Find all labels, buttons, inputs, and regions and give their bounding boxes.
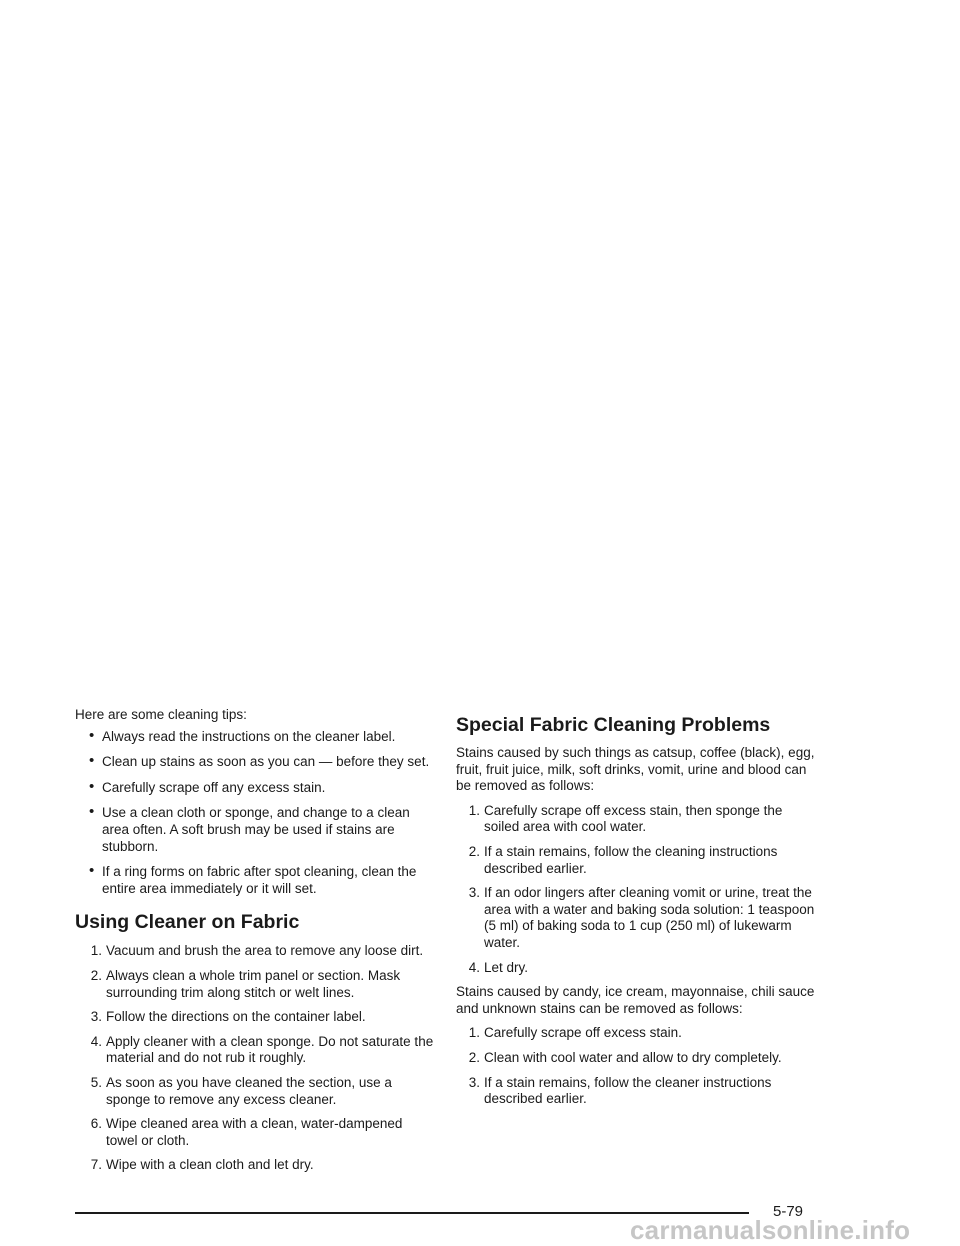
step-text: Carefully scrape off excess stain, then sponge the soiled area with cool water. (484, 802, 783, 835)
tips-list (75, 729, 435, 898)
step-item (456, 885, 818, 951)
step-item (75, 1075, 435, 1108)
step-number: 1. (468, 1025, 480, 1041)
step-item (456, 803, 818, 836)
tip-item: • Use a clean cloth or sponge, and change to a clean area often. A soft brush may be used if stains are stubborn. (75, 805, 435, 855)
step-text: Follow the directions on the container label. (106, 1009, 366, 1025)
step-number: 6. (90, 1116, 102, 1132)
tip-item: • If a ring forms on fabric after spot cleaning, clean the entire area immediately or it will set. (75, 864, 435, 897)
step-number: 3. (468, 885, 480, 901)
section-heading-using-cleaner: Using Cleaner on Fabric (75, 911, 300, 934)
step-text: If an odor lingers after cleaning vomit or urine, treat the area with a water and baking soda solution: 1 teaspoon (5 ml) of baking soda to 1 cup (250 ml) of lukewarm water. (484, 885, 815, 950)
step-number: 2. (468, 1049, 480, 1065)
step-number: 7. (90, 1157, 102, 1173)
step-text: Carefully scrape off excess stain. (484, 1025, 682, 1041)
tip-item: • Carefully scrape off any excess stain. (75, 780, 435, 797)
step-item (456, 844, 818, 877)
step-item (456, 1075, 818, 1108)
step-item (75, 1009, 435, 1026)
section-heading-special-problems: Special Fabric Cleaning Problems (456, 714, 771, 736)
step-number: 1. (90, 943, 102, 959)
stain-paragraph-1: Stains caused by such things as catsup, coffee (black), egg, fruit, fruit juice, milk, soft drinks, vomit, urine and blood can be removed as follows: (456, 745, 815, 794)
step-number: 5. (90, 1074, 102, 1090)
step-text: Wipe cleaned area with a clean, water-dampened towel or cloth. (106, 1116, 403, 1148)
step-text: Vacuum and brush the area to remove any loose dirt. (106, 943, 424, 959)
step-number: 1. (468, 802, 480, 818)
step-item (456, 1025, 818, 1042)
step-text: If a stain remains, follow the cleaning instructions described earlier. (484, 843, 778, 876)
step-number: 4. (90, 1033, 102, 1049)
stain-steps-list-2 (456, 1025, 818, 1107)
step-item (456, 960, 818, 977)
stain-paragraph-2: Stains caused by candy, ice cream, mayonnaise, chili sauce and unknown stains can be removed as follows: (456, 984, 815, 1016)
step-text: Clean with cool water and allow to dry completely. (484, 1049, 782, 1065)
tip-item: • Clean up stains as soon as you can — before they set. (75, 754, 435, 771)
step-text: As soon as you have cleaned the section, use a sponge to remove any excess cleaner. (106, 1074, 392, 1107)
footer-divider (75, 1212, 749, 1214)
step-text: Let dry. (484, 959, 529, 975)
tip-item: • Always read the instructions on the cleaner label. (75, 729, 435, 746)
page-number: 5-79 (773, 1203, 804, 1220)
step-number: 4. (468, 959, 480, 975)
step-number: 2. (90, 967, 102, 983)
fabric-steps-list (75, 943, 435, 1174)
step-item (75, 1116, 435, 1149)
step-item (75, 1034, 435, 1067)
watermark-text: carmanualsonline.info (630, 1215, 911, 1245)
step-item (456, 1050, 818, 1067)
step-text: If a stain remains, follow the cleaner instructions described earlier. (484, 1074, 772, 1107)
step-text: Wipe with a clean cloth and let dry. (106, 1157, 314, 1173)
step-text: Always clean a whole trim panel or section. Mask surrounding trim along stitch or welt lines. (106, 967, 401, 1000)
step-item (75, 943, 435, 960)
tips-intro: Here are some cleaning tips: (75, 707, 247, 722)
step-item (75, 1157, 435, 1174)
left-column (75, 707, 435, 1182)
step-number: 2. (468, 843, 480, 859)
step-number: 3. (468, 1074, 480, 1090)
right-column (456, 707, 818, 1116)
step-item (75, 968, 435, 1001)
step-number: 3. (90, 1009, 102, 1025)
stain-steps-list-1 (456, 803, 818, 976)
step-text: Apply cleaner with a clean sponge. Do not saturate the material and do not rub it roughly. (106, 1033, 434, 1066)
